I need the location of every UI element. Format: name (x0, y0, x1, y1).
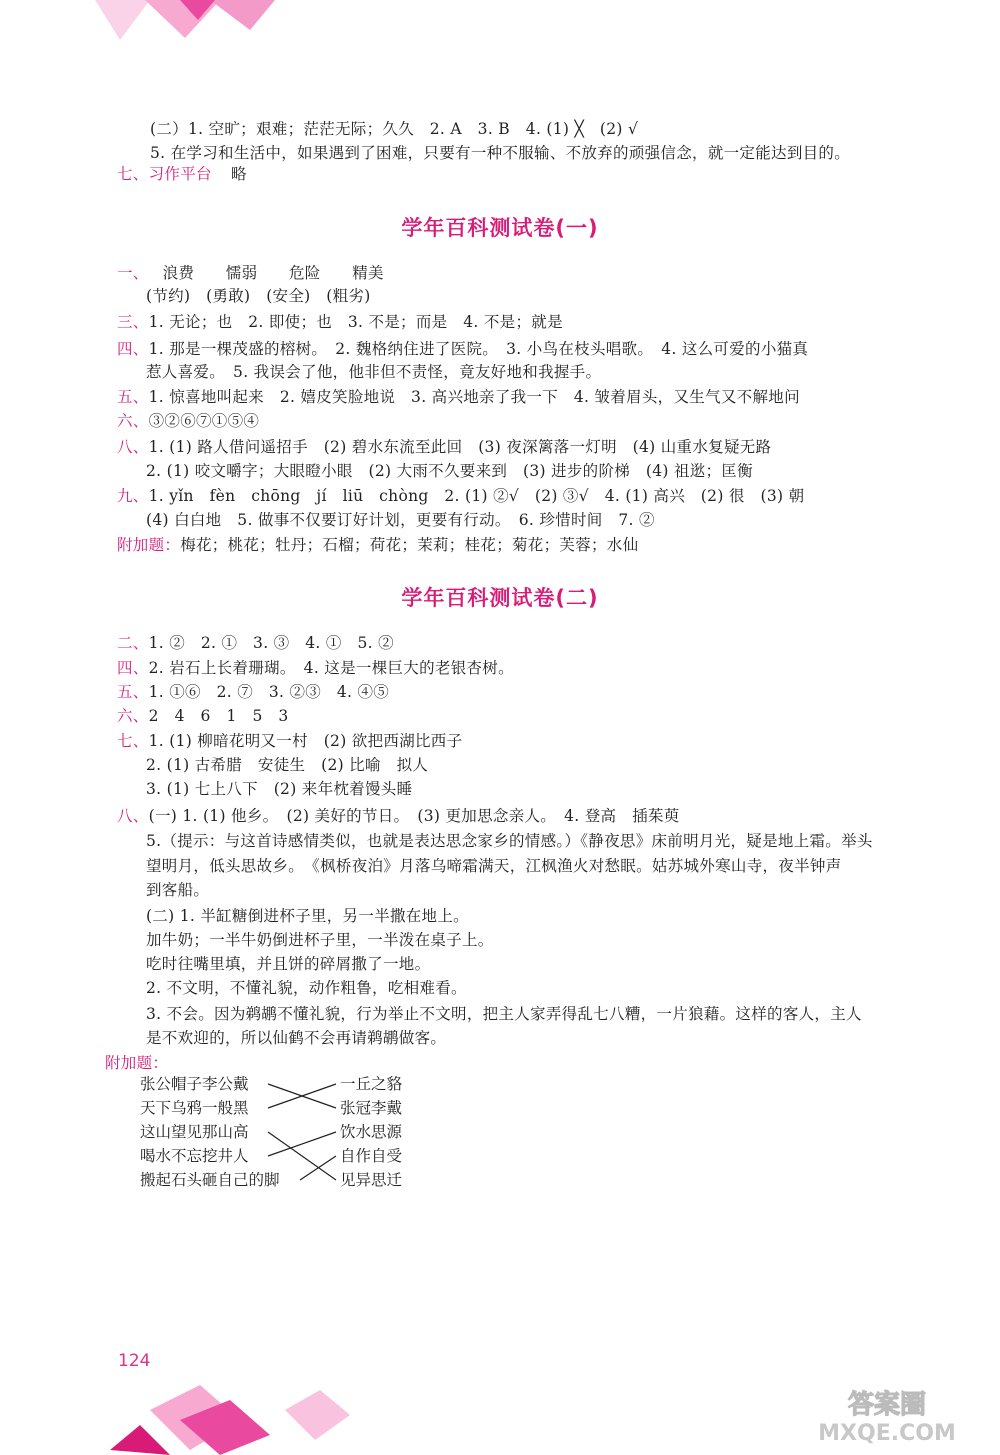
section-label: 八、 (117, 438, 149, 456)
decorative-bottom-shapes (110, 1380, 370, 1455)
match-left-item: 这山望见那山高 (140, 1123, 249, 1141)
t2-q8-er4: 2. 不文明，不懂礼貌，动作粗鲁，吃相难看。 (146, 979, 467, 997)
answer-text: 略 (231, 165, 247, 183)
t2-q8-er5: 3. 不会。因为鹈鹕不懂礼貌，行为举止不文明，把主人家弄得乱七八糟，一片狼藉。这样的客人，主人 (146, 1005, 862, 1023)
t2-q8-er1: (二) 1. 半缸糖倒进杯子里，另一半撒在地上。 (146, 907, 469, 925)
t1-q6-row (117, 410, 259, 432)
section-label: 三、 (117, 313, 149, 331)
top-answer-line-1: (二）1. 空旷；艰难；茫茫无际；久久 2. A 3. B 4. (1) ╳ (2) √ (150, 120, 639, 138)
t2-q8-er2: 加牛奶；一半牛奶倒进杯子里，一半泼在桌子上。 (146, 931, 494, 949)
section-label: 八、 (117, 807, 149, 825)
answer-text: 1. yǐn fèn chōng jí liū chòng 2. (1) ②√ (2) ③√ 4. (1) 高兴 (2) 很 (3) 朝 (148, 487, 805, 505)
t1-bonus-row (117, 534, 638, 556)
answer-text: 浪费 懦弱 危险 精美 (162, 264, 384, 282)
top-answer-line-2: 5. 在学习和生活中，如果遇到了困难，只要有一种不服输、不放弃的顽强信念，就一定能达到目的。 (150, 144, 851, 162)
match-left-item: 张公帽子李公戴 (140, 1075, 249, 1093)
answer-text: 1. (1) 路人借问遥招手 (2) 碧水东流至此回 (3) 夜深篱落一灯明 (4) 山重水复疑无路 (148, 438, 772, 456)
t2-q7-line3: 3. (1) 七上八下 (2) 来年枕着馒头睡 (146, 780, 413, 798)
answer-text: 梅花；桃花；牡丹；石榴；荷花；茉莉；桂花；菊花；芙蓉；水仙 (180, 536, 639, 554)
t2-q4-row (117, 657, 514, 679)
watermark-logo (792, 1385, 982, 1445)
section-label: 七、习作平台 (117, 165, 212, 183)
test2-title: 学年百科测试卷(二) (401, 586, 599, 610)
answer-text: 1. 无论；也 2. 即使；也 3. 不是；而是 4. 不是；就是 (148, 313, 563, 331)
section-label: 九、 (117, 487, 149, 505)
section-label: 五、 (117, 683, 149, 701)
answer-text: 1. (1) 柳暗花明又一村 (2) 欲把西湖比西子 (148, 732, 463, 750)
t2-bonus-label: 附加题： (105, 1054, 169, 1072)
match-left-item: 喝水不忘挖井人 (140, 1147, 249, 1165)
answer-text: 2 4 6 1 5 3 (148, 707, 289, 725)
answer-text: 1. 那是一棵茂盛的榕树。 2. 魏格纳住进了医院。 3. 小鸟在枝头唱歌。 4. 这么可爱的小猫真 (148, 340, 809, 358)
page-number: 124 (118, 1351, 151, 1371)
t1-q1-row (117, 262, 384, 284)
t2-q8-5a: 5.（提示：与这首诗感情类似，也就是表达思念家乡的情感。）《静夜思》床前明月光，疑是地上霜。举头 (146, 832, 873, 850)
match-left-item: 天下乌鸦一般黑 (140, 1099, 249, 1117)
section-qi-row (117, 163, 247, 185)
match-right-item: 张冠李戴 (340, 1099, 403, 1117)
answer-text: 2. 岩石上长着珊瑚。 4. 这是一棵巨大的老银杏树。 (148, 659, 514, 677)
t1-q4-row (117, 338, 808, 360)
answer-text: 1. 惊喜地叫起来 2. 嬉皮笑脸地说 3. 高兴地亲了我一下 4. 皱着眉头，又生气又不解地问 (148, 388, 800, 406)
section-label: 五、 (117, 388, 149, 406)
section-label: 四、 (117, 340, 149, 358)
answer-text: 1. ①⑥ 2. ⑦ 3. ②③ 4. ④⑤ (148, 683, 390, 701)
t2-q7-line2: 2. (1) 古希腊 安徒生 (2) 比喻 拟人 (146, 756, 429, 774)
test1-title: 学年百科测试卷(一) (401, 216, 599, 240)
t2-q7-row (117, 730, 462, 752)
decorative-top-shapes (90, 0, 280, 45)
section-label: 六、 (117, 707, 149, 725)
t2-q2-row (117, 632, 394, 654)
t2-q8-5b: 望明月，低头思故乡。 《枫桥夜泊》月落乌啼霜满天，江枫渔火对愁眠。姑苏城外寒山寺，夜半钟声 (146, 857, 842, 875)
t1-q9-cont: (4) 白白地 5. 做事不仅要订好计划，更要有行动。 6. 珍惜时间 7. ② (146, 511, 655, 529)
t2-q6-row (117, 705, 289, 727)
match-right-item: 饮水思源 (340, 1123, 403, 1141)
t1-q5-row (117, 386, 800, 408)
t2-q8-er6: 是不欢迎的，所以仙鹤不会再请鹈鹕做客。 (146, 1029, 447, 1047)
match-right-item: 一丘之貉 (340, 1075, 403, 1093)
match-left-item: 搬起石头砸自己的脚 (140, 1171, 280, 1189)
t2-q5-row (117, 681, 389, 703)
section-label: 四、 (117, 659, 149, 677)
idiom-matching (140, 1072, 440, 1202)
section-label: 附加题： (117, 536, 181, 554)
answer-text: (一) 1. (1) 他乡。 (2) 美好的节日。 (3) 更加思念亲人。 4. 登高 插茱萸 (148, 807, 680, 825)
t1-q4-cont: 惹人喜爱。 5. 我误会了他，他非但不责怪，竟友好地和我握手。 (146, 363, 602, 381)
section-label: 六、 (117, 412, 149, 430)
section-label: 七、 (117, 732, 149, 750)
t1-q8-row (117, 436, 771, 458)
t1-q1-antonyms: (节约) (勇敢) (安全) (粗劣) (146, 287, 371, 305)
t1-q9-row (117, 485, 804, 507)
answer-text: ③②⑥⑦①⑤④ (148, 412, 260, 430)
match-right-item: 见异思迁 (340, 1171, 403, 1189)
match-right-item: 自作自受 (340, 1147, 403, 1165)
section-label: 一、 (117, 264, 149, 282)
t2-q8-row (117, 805, 680, 827)
t1-q3-row (117, 311, 563, 333)
t2-q8-5c: 到客船。 (146, 881, 210, 899)
watermark-line-1: 答案圈 (847, 1390, 927, 1420)
answer-text: 1. ② 2. ① 3. ③ 4. ① 5. ② (148, 634, 394, 652)
t1-q8-cont: 2. (1) 咬文嚼字；大眼瞪小眼 (2) 大雨不久要来到 (3) 进步的阶梯 (4) 祖逖；匡衡 (146, 462, 753, 480)
watermark-line-2: MXQE.COM (818, 1421, 956, 1445)
t2-q8-er3: 吃时往嘴里填，并且饼的碎屑撒了一地。 (146, 955, 431, 973)
section-label: 二、 (117, 634, 149, 652)
